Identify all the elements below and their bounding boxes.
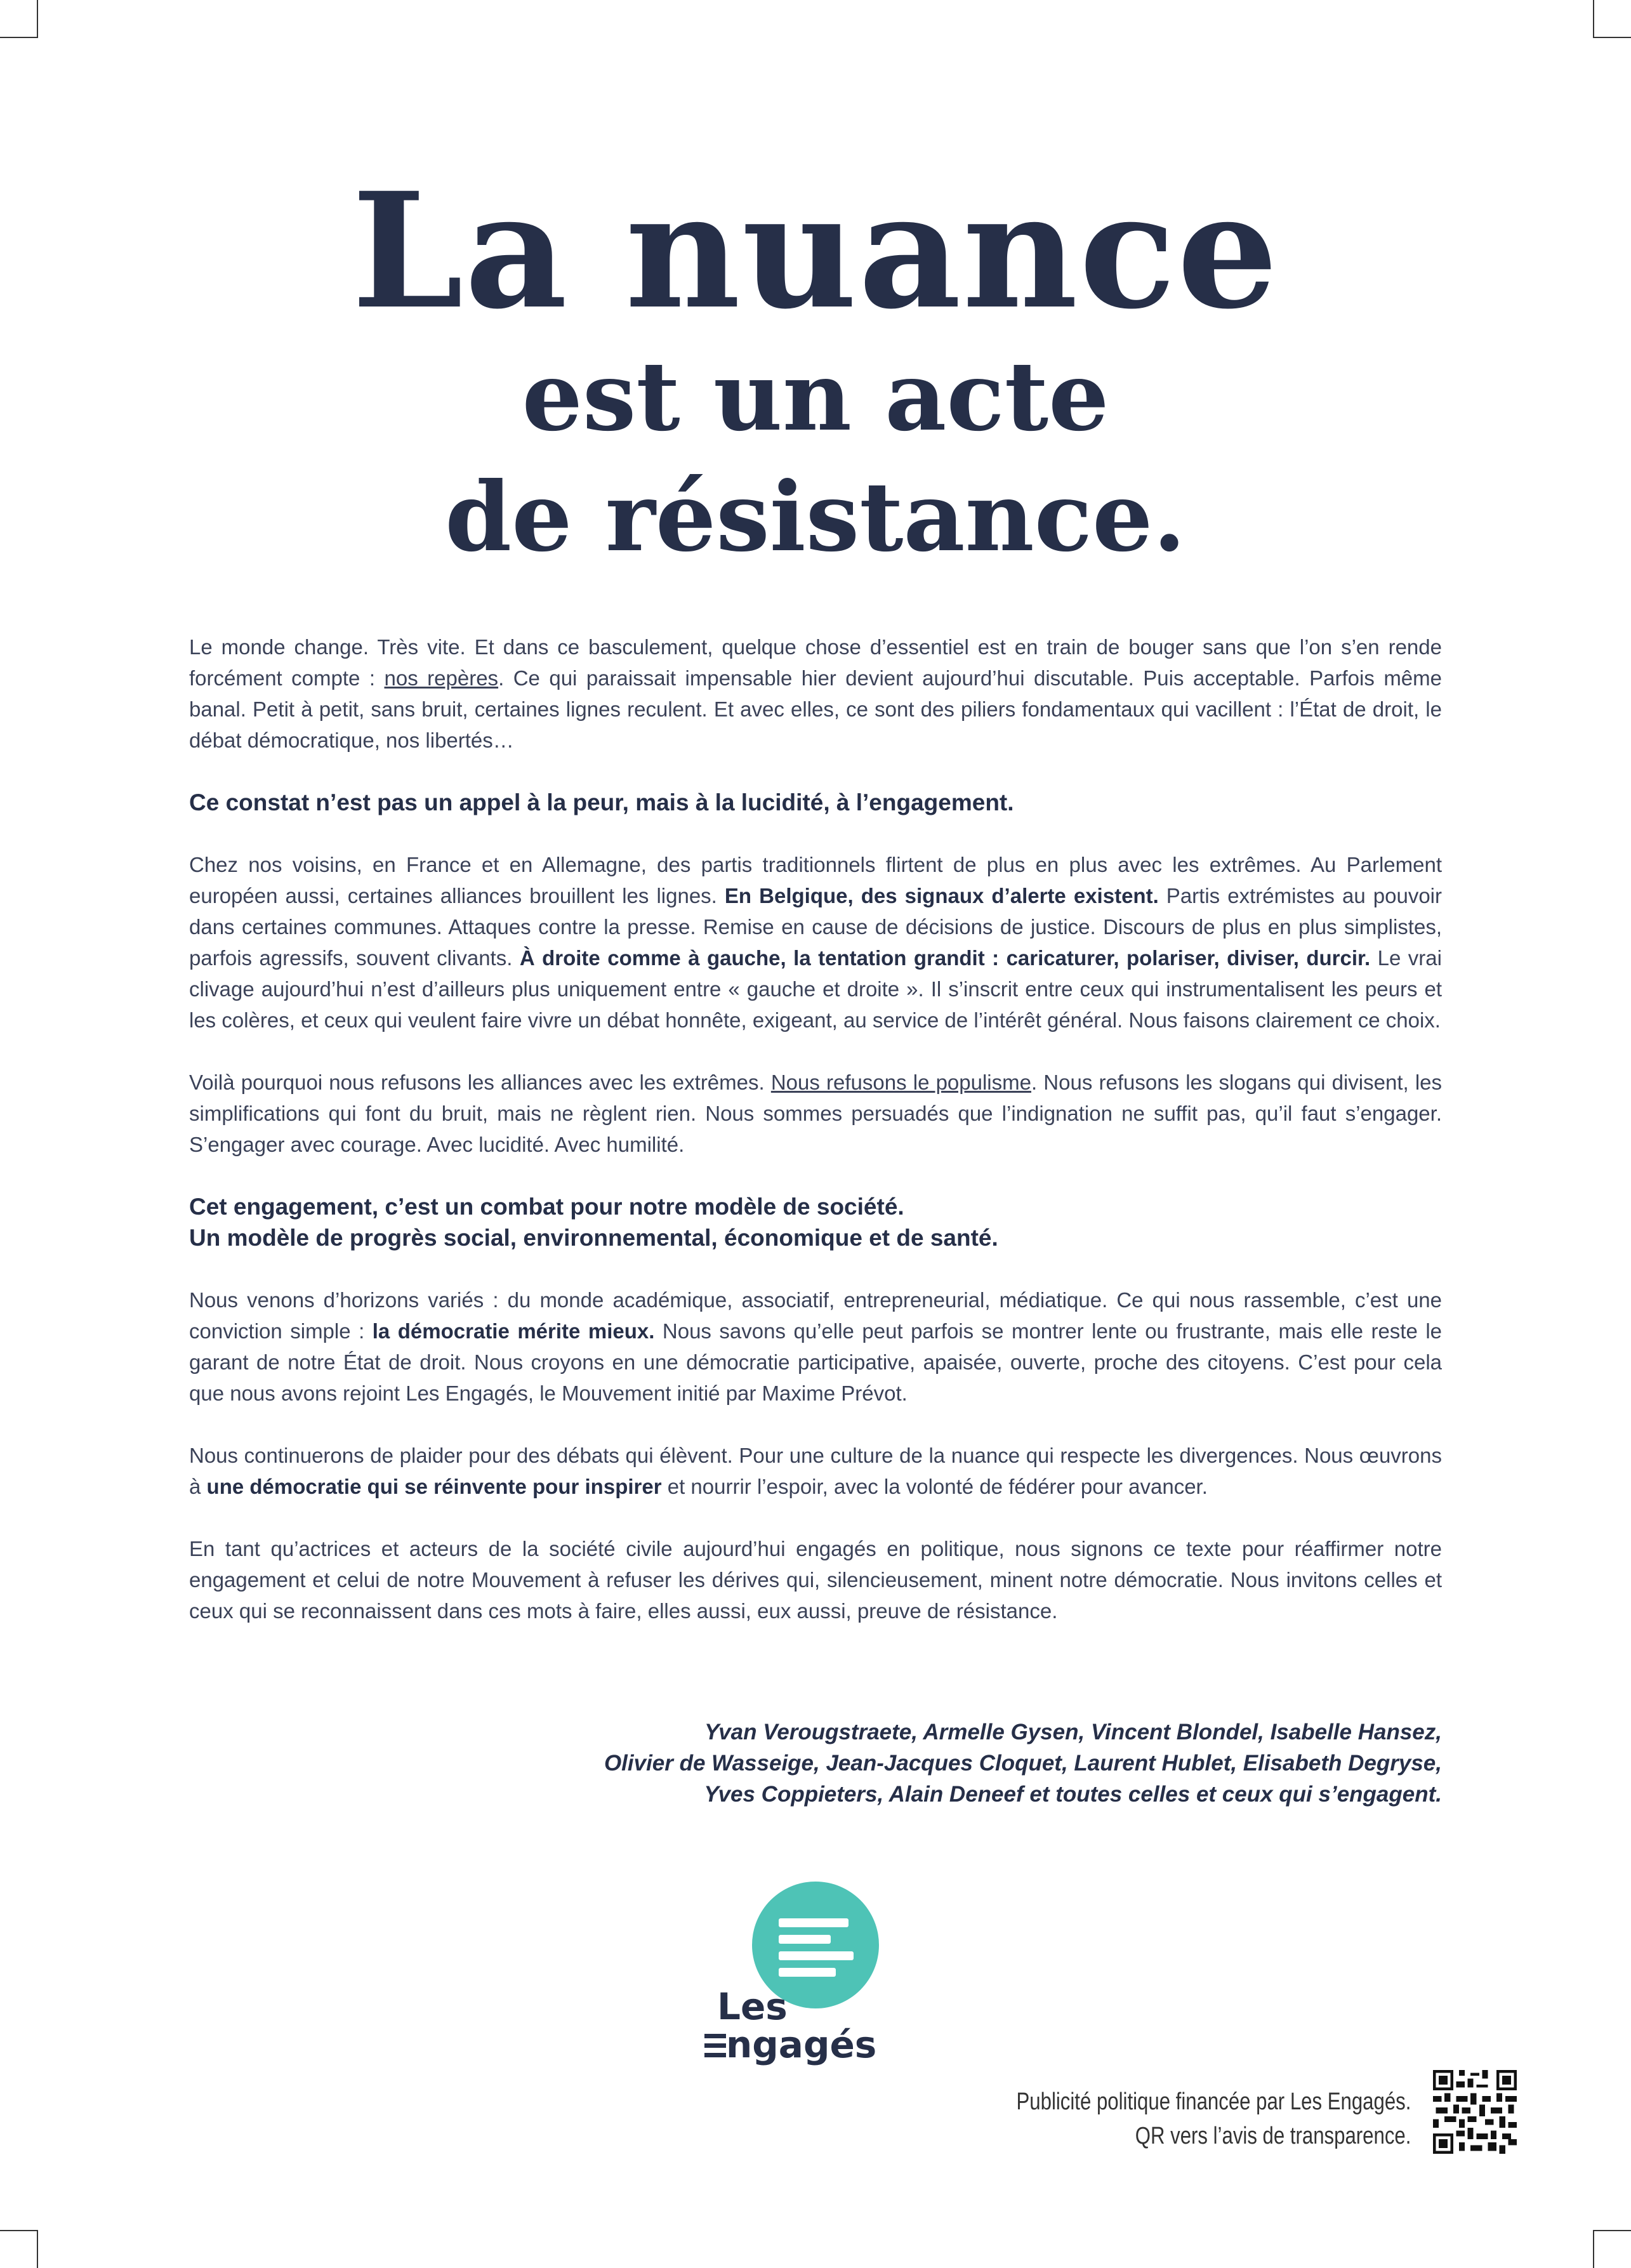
signatories — [426, 1717, 1442, 1810]
les-engages-logo — [704, 1882, 933, 2066]
crop-mark — [0, 37, 38, 38]
disclaimer-line-2: QR vers l’avis de transparence. — [1135, 2123, 1411, 2149]
signature-line-3: Yves Coppieters, Alain Deneef et toutes celles et ceux qui s’engagent. — [704, 1782, 1442, 1807]
paragraph-3 — [189, 1067, 1442, 1160]
headline-line-1: La nuance — [352, 157, 1279, 344]
crop-mark — [1593, 2230, 1594, 2268]
text: Chez nos voisins, en France et en Allemagne, des partis traditionnels flirtent de plus en plus avec les extrêmes. Au Parlement européen aussi, certaines alliances brouillent les lignes. — [189, 853, 1442, 907]
text: et nourrir l’espoir, avec la volonté de fédérer pour avancer. — [661, 1475, 1208, 1498]
crop-mark — [37, 0, 38, 38]
text: Le vrai clivage aujourd’hui n’est d’ailleurs plus uniquement entre « gauche et droite ». Il s’inscrit entre ceux qui instrumentalisent les peurs et les colères, et ceux qui veulent faire vivre un débat honnête, exigeant, au service de l’intérêt général. Nous faisons clairement ce choix. — [189, 946, 1442, 1032]
logo-word-engages — [704, 2023, 877, 2066]
logo-bar — [779, 1918, 849, 1927]
crop-mark — [1593, 2230, 1631, 2231]
crop-mark — [37, 2230, 38, 2268]
paragraph-2 — [189, 849, 1442, 1036]
crop-mark — [0, 2230, 38, 2231]
lead-statement-2: Cet engagement, c’est un combat pour notre modèle de société. — [189, 1194, 904, 1220]
bold-text: la démocratie mérite mieux. — [372, 1319, 655, 1343]
text: Partis extrémistes au pouvoir dans certaines communes. Attaques contre la presse. Remise en cause de décisions de justice. Discours de plus en plus simplistes, parfois agressifs, souvent clivants. — [189, 884, 1442, 970]
lead-statement-3: Un modèle de progrès social, environnemental, économique et de santé. — [189, 1225, 998, 1251]
logo-bar — [779, 1951, 854, 1960]
page-title — [0, 157, 1631, 573]
logo-word-les: Les — [717, 1985, 788, 2028]
text: Nous continuerons de plaider pour des débats qui élèvent. Pour une culture de la nuance qui respecte les divergences. Nous œuvrons à — [189, 1444, 1442, 1498]
link-nos-reperes: nos repères — [384, 666, 499, 690]
crop-mark — [1593, 0, 1594, 38]
bold-text: À droite comme à gauche, la tentation grandit : caricaturer, polariser, diviser, durcir. — [519, 946, 1371, 970]
paragraph-5 — [189, 1440, 1442, 1502]
paragraph-1 — [189, 631, 1442, 756]
text: . Nous refusons les slogans qui divisent, les simplifications qui font du bruit, mais ne règlent rien. Nous sommes persuadés que l’indignation ne suffit pas, qu’il faut s’engager. S’engager avec courage. Avec lucidité. Avec humilité. — [189, 1071, 1443, 1156]
text: Voilà pourquoi nous refusons les alliances avec les extrêmes. — [189, 1071, 771, 1094]
text: Le monde change. Très vite. Et dans ce basculement, quelque chose d’essentiel est en train de bouger sans que l’on s’en rende forcément compte : — [189, 635, 1442, 690]
signature-line-1: Yvan Verougstraete, Armelle Gysen, Vincent Blondel, Isabelle Hansez, — [704, 1720, 1442, 1744]
text: Nous savons qu’elle peut parfois se montrer lente ou frustrante, mais elle reste le garant de notre État de droit. Nous croyons en une démocratie participative, apaisée, ouverte, proche des citoyens. C’est pour cela que nous avons rejoint Les Engagés, le Mouvement initié par Maxime Prévot. — [189, 1319, 1442, 1405]
text: Nous venons d’horizons variés : du monde académique, associatif, entrepreneurial, médiatique. Ce qui nous rassemble, c’est une conviction simple : — [189, 1288, 1442, 1343]
signature-line-2: Olivier de Wasseige, Jean-Jacques Cloquet, Laurent Hublet, Elisabeth Degryse, — [604, 1751, 1442, 1776]
paragraph-4 — [189, 1284, 1442, 1409]
lead-statement-1: Ce constat n’est pas un appel à la peur, mais à la lucidité, à l’engagement. — [189, 789, 1014, 815]
crop-mark — [1593, 37, 1631, 38]
disclaimer-line-1: Publicité politique financée par Les Engagés. — [1016, 2088, 1411, 2115]
paragraph-6: En tant qu’actrices et acteurs de la société civile aujourd’hui engagés en politique, nous signons ce texte pour réaffirmer notre engagement et celui de notre Mouvement à refuser les dérives qui, silencieusement, minent notre démocratie. Nous invitons celles et ceux qui se reconnaissent dans ces mots à faire, elles aussi, eux aussi, preuve de résistance. — [189, 1537, 1442, 1623]
text: . Ce qui paraissait impensable hier devient aujourd’hui discutable. Puis acceptable. Parfois même banal. Petit à petit, sans bruit, certaines lignes reculent. Et avec elles, ce sont des piliers fondamentaux qui vacillent : l’État de droit, le débat démocratique, nos libertés… — [189, 666, 1443, 752]
bold-text: En Belgique, des signaux d’alerte existent. — [724, 884, 1159, 907]
transparency-notice — [1016, 2085, 1411, 2153]
logo-wordmark — [704, 1985, 877, 2066]
logo-bar — [779, 1935, 831, 1944]
headline-line-2: est un acte — [522, 341, 1109, 452]
logo-bar — [779, 1968, 836, 1977]
article-body — [189, 631, 1442, 1658]
logo-e-stripes-icon — [704, 2034, 726, 2057]
bold-text: une démocratie qui se réinvente pour inspirer — [206, 1475, 662, 1498]
qr-code-icon[interactable] — [1433, 2070, 1517, 2154]
link-populisme: Nous refusons le populisme — [770, 1071, 1031, 1094]
logo-word-engages-text: ngagés — [726, 2023, 877, 2066]
headline-line-3: de résistance. — [445, 461, 1186, 573]
